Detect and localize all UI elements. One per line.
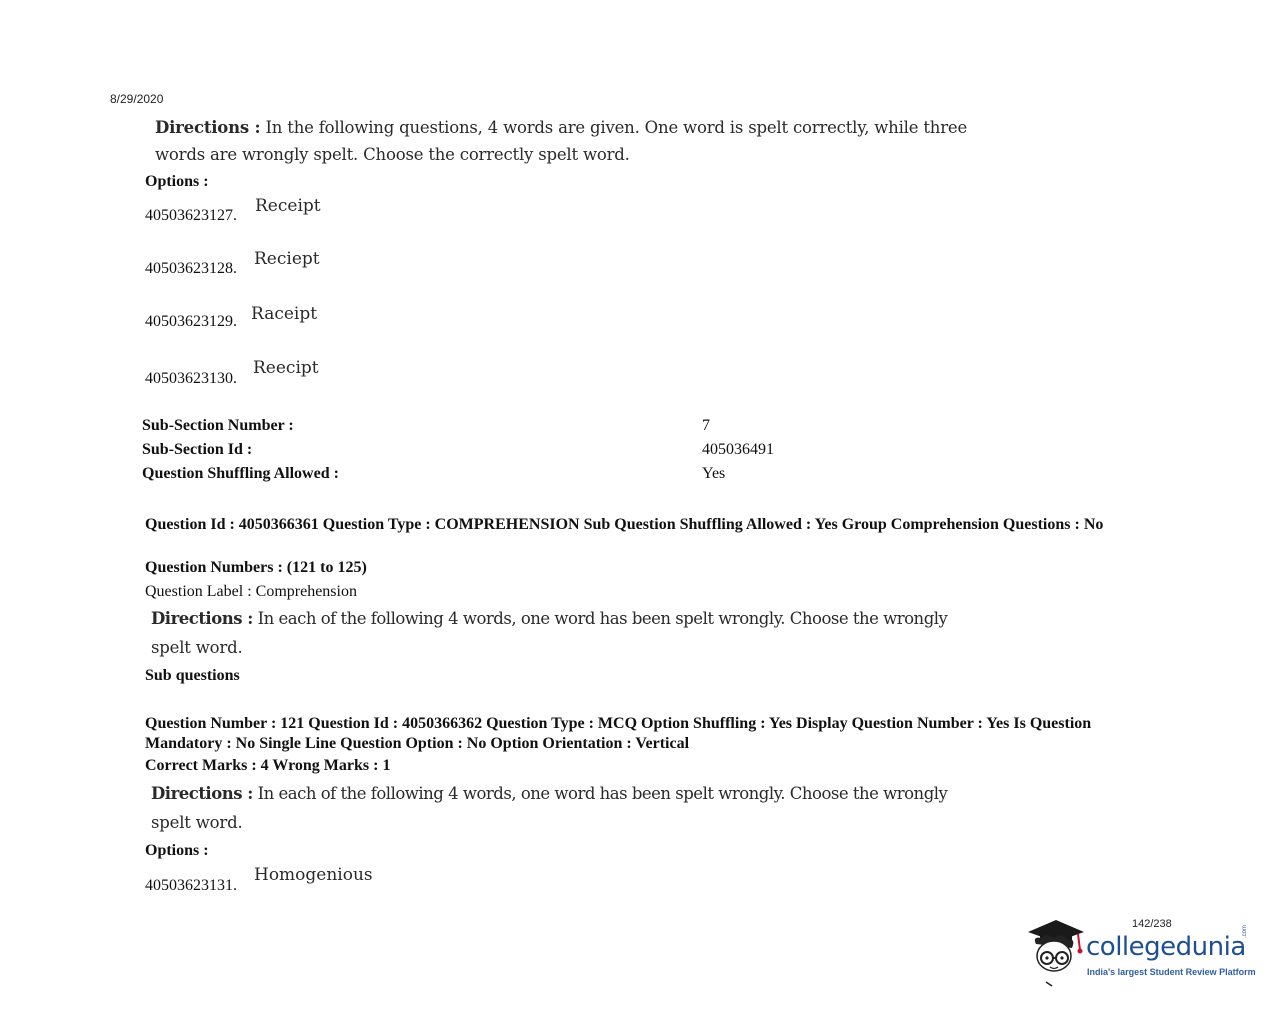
q121-options-label: Options : <box>145 842 209 859</box>
option-text: Raceipt <box>251 304 318 324</box>
mascot-logo-icon <box>1024 918 1086 988</box>
q1-directions-line1 <box>155 118 967 137</box>
q121-directions-line1 <box>151 784 947 803</box>
page-number: 142/238 <box>1132 918 1172 930</box>
question-shuffling-value: Yes <box>702 465 726 482</box>
directions-label: Directions : <box>155 118 261 137</box>
option-id: 40503623129. <box>145 313 237 330</box>
question-label: Question Label : Comprehension <box>145 583 357 600</box>
question-numbers: Question Numbers : (121 to 125) <box>145 559 367 576</box>
page-date: 8/29/2020 <box>110 92 164 106</box>
subsection-id-label: Sub-Section Id : <box>142 441 253 458</box>
q121-directions-line2: spelt word. <box>151 813 243 832</box>
option-text: Receipt <box>255 196 321 216</box>
option-id: 40503623127. <box>145 207 237 224</box>
q1-directions-line2: words are wrongly spelt. Choose the correctly spelt word. <box>155 145 630 164</box>
option-text: Reecipt <box>253 358 319 378</box>
q121-marks: Correct Marks : 4 Wrong Marks : 1 <box>145 757 391 774</box>
directions-label: Directions : <box>151 784 253 803</box>
subsection-number-label: Sub-Section Number : <box>142 417 294 434</box>
q1-options-label: Options : <box>145 173 209 190</box>
subsection-id-value: 405036491 <box>702 441 774 458</box>
question-shuffling-label: Question Shuffling Allowed : <box>142 465 339 482</box>
logo-com: .com <box>1242 924 1248 938</box>
q121-meta: Question Number : 121 Question Id : 4050366362 Question Type : MCQ Option Shuffling : Yes Display Question Number : Yes Is Question Mandatory : No Single Line Question Option : No Option Orientation : Vertical <box>145 715 1092 752</box>
option-id: 40503623130. <box>145 370 237 387</box>
comprehension-directions-line1 <box>151 609 947 628</box>
comprehension-directions-line2: spelt word. <box>151 638 243 657</box>
directions-text: In each of the following 4 words, one word has been spelt wrongly. Choose the wrongly <box>252 609 948 628</box>
option-id: 40503623131. <box>145 877 237 894</box>
option-id: 40503623128. <box>145 260 237 277</box>
logo-tagline: India's largest Student Review Platform <box>1087 967 1256 977</box>
directions-text: In the following questions, 4 words are given. One word is spelt correctly, while three <box>260 118 968 137</box>
option-text: Reciept <box>254 249 320 269</box>
subsection-number-value: 7 <box>702 417 710 434</box>
option-text: Homogenious <box>254 865 373 885</box>
directions-label: Directions : <box>151 609 253 628</box>
directions-text: In each of the following 4 words, one word has been spelt wrongly. Choose the wrongly <box>252 784 948 803</box>
sub-questions-label: Sub questions <box>145 667 240 684</box>
logo-wordmark: collegedunia <box>1086 932 1246 962</box>
comprehension-meta: Question Id : 4050366361 Question Type : COMPREHENSION Sub Question Shuffling Allowed : Yes Group Comprehension Questions : No <box>145 516 1104 533</box>
